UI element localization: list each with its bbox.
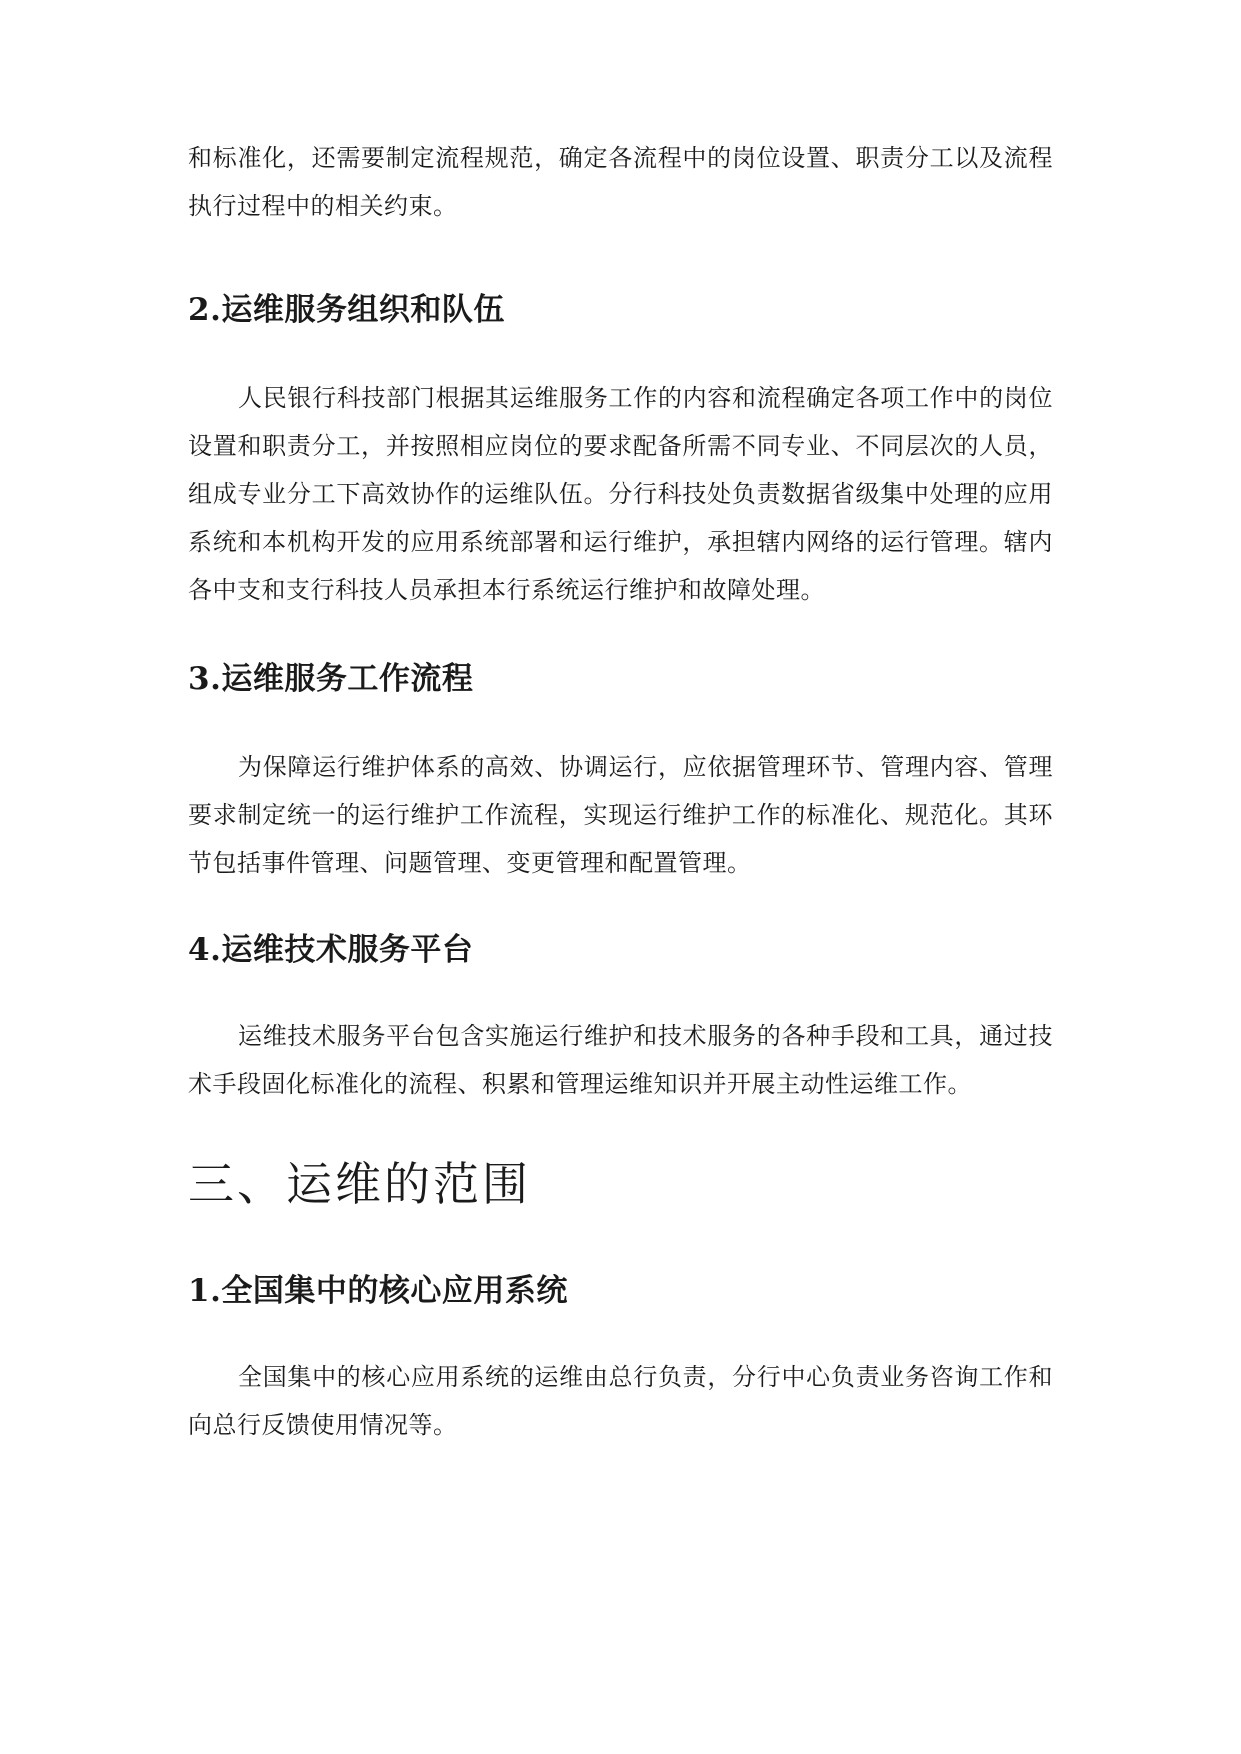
- heading-core-systems: 1.全国集中的核心应用系统: [188, 1273, 568, 1309]
- paragraph-core-systems: 全国集中的核心应用系统的运维由总行负责，分行中心负责业务咨询工作和向总行反馈使用情况等。: [188, 1363, 1053, 1439]
- paragraph-continued: 和标准化，还需要制定流程规范，确定各流程中的岗位设置、职责分工以及流程执行过程中的相关约束。: [188, 144, 1053, 220]
- heading-ops-organization: 2.运维服务组织和队伍: [188, 292, 505, 328]
- heading-ops-workflow: 3.运维服务工作流程: [188, 661, 474, 697]
- paragraph-ops-platform: 运维技术服务平台包含实施运行维护和技术服务的各种手段和工具，通过技术手段固化标准化的流程、积累和管理运维知识并开展主动性运维工作。: [188, 1022, 1053, 1098]
- section-heading-ops-scope: 三、运维的范围: [188, 1157, 531, 1211]
- paragraph-ops-organization: 人民银行科技部门根据其运维服务工作的内容和流程确定各项工作中的岗位设置和职责分工，并按照相应岗位的要求配备所需不同专业、不同层次的人员，组成专业分工下高效协作的运维队伍。分行科技处负责数据省级集中处理的应用系统和本机构开发的应用系统部署和运行维护，承担辖内网络的运行管理。辖内各中支和支行科技人员承担本行系统运行维护和故障处理。: [188, 384, 1053, 604]
- heading-ops-platform: 4.运维技术服务平台: [188, 932, 474, 968]
- paragraph-ops-workflow: 为保障运行维护体系的高效、协调运行，应依据管理环节、管理内容、管理要求制定统一的运行维护工作流程，实现运行维护工作的标准化、规范化。其环节包括事件管理、问题管理、变更管理和配置管理。: [188, 753, 1053, 877]
